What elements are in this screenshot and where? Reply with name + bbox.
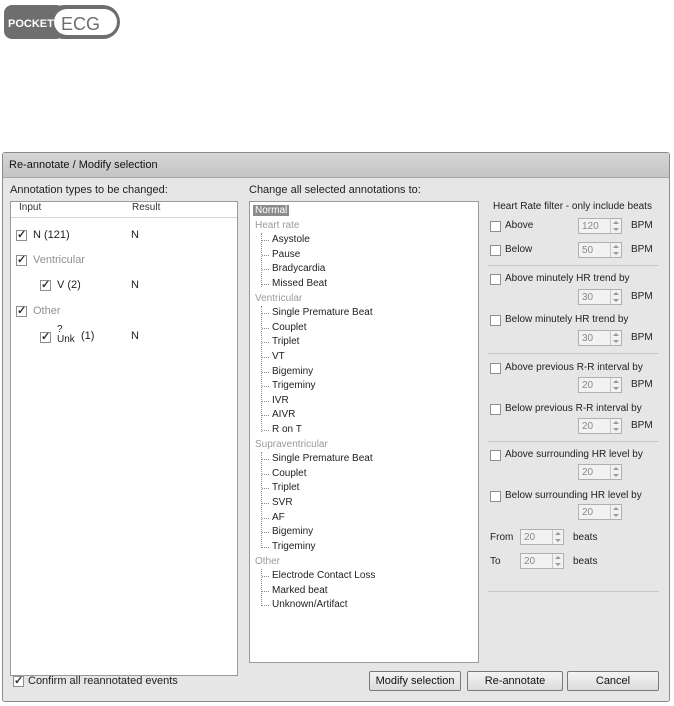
spinner-arrows-icon[interactable] — [610, 331, 621, 345]
tree-item-v-couplet[interactable]: Couplet — [272, 322, 307, 333]
row-n-label: N (121) — [33, 229, 70, 241]
spinner-arrows-icon[interactable] — [552, 530, 563, 544]
tree-item-v-triplet[interactable]: Triplet — [272, 336, 300, 347]
above-spinner[interactable] — [578, 218, 622, 234]
row-unk-result: N — [131, 330, 139, 342]
row-unk-count: (1) — [81, 330, 95, 342]
tree-category-ventricular[interactable]: Ventricular — [255, 293, 303, 304]
tree-branch — [262, 474, 269, 475]
tree-branch — [262, 503, 269, 504]
row-ventricular-label: Ventricular — [33, 254, 85, 266]
tree-branch — [262, 518, 269, 519]
above-label: Above — [505, 220, 534, 231]
cancel-button[interactable]: Cancel — [567, 671, 659, 691]
trend-above-value: 30 — [582, 292, 594, 303]
spinner-arrows-icon[interactable] — [610, 505, 621, 519]
tree-item-v-trigeminy[interactable]: Trigeminy — [272, 380, 316, 391]
tree-branch — [262, 255, 269, 256]
col-header-input: Input — [19, 202, 42, 213]
pocket-ecg-logo — [3, 3, 121, 41]
above-unit: BPM — [631, 220, 653, 231]
surr-below-label: Below surrounding HR level by — [505, 490, 642, 501]
row-unk-label-bottom: Unk — [57, 334, 75, 345]
tree-item-sv-bigeminy[interactable]: Bigeminy — [272, 526, 314, 537]
tree-item-sv-trigeminy[interactable]: Trigeminy — [272, 541, 316, 552]
tree-connector — [261, 306, 262, 432]
rr-above-unit: BPM — [631, 379, 653, 390]
tree-branch — [262, 591, 269, 592]
confirm-label: Confirm all reannotated events — [28, 675, 178, 687]
tree-branch — [262, 342, 269, 343]
tree-category-heart-rate[interactable]: Heart rate — [255, 220, 300, 231]
row-other-label: Other — [33, 305, 61, 317]
tree-item-v-bigeminy[interactable]: Bigeminy — [272, 366, 314, 377]
row-v-label: V (2) — [57, 279, 81, 291]
tree-branch — [262, 284, 269, 285]
trend-above-spinner[interactable] — [578, 289, 622, 305]
tree-branch — [262, 372, 269, 373]
tree-item-svr[interactable]: SVR — [272, 497, 293, 508]
tree-item-normal[interactable]: Normal — [255, 205, 288, 216]
header-divider — [11, 217, 237, 218]
spinner-arrows-icon[interactable] — [552, 554, 563, 568]
title-bar — [3, 153, 669, 178]
divider — [488, 591, 659, 592]
window-title: Re-annotate / Modify selection — [9, 159, 158, 171]
reannotate-dialog — [2, 152, 670, 702]
to-spinner[interactable] — [520, 553, 564, 569]
tree-branch — [262, 430, 269, 431]
rr-above-label: Above previous R-R interval by — [505, 362, 643, 373]
surr-above-spinner[interactable] — [578, 464, 622, 480]
below-spinner[interactable] — [578, 242, 622, 258]
above-checkbox[interactable] — [490, 221, 501, 232]
row-n-checkbox[interactable] — [16, 230, 27, 241]
tree-item-missed-beat[interactable]: Missed Beat — [272, 278, 328, 289]
tree-item-af[interactable]: AF — [272, 512, 285, 523]
tree-connector — [261, 569, 262, 606]
from-unit: beats — [573, 532, 598, 543]
trend-below-spinner[interactable] — [578, 330, 622, 346]
tree-connector — [261, 452, 262, 548]
row-other-checkbox[interactable] — [16, 306, 27, 317]
row-n-result: N — [131, 229, 139, 241]
surr-below-checkbox[interactable] — [490, 491, 501, 502]
from-spinner[interactable] — [520, 529, 564, 545]
tree-branch — [262, 401, 269, 402]
spinner-arrows-icon[interactable] — [610, 219, 621, 233]
tree-branch — [262, 576, 269, 577]
spinner-arrows-icon[interactable] — [610, 419, 621, 433]
spinner-arrows-icon[interactable] — [610, 290, 621, 304]
trend-below-checkbox[interactable] — [490, 315, 501, 326]
tree-branch — [262, 605, 269, 606]
tree-item-vt[interactable]: VT — [272, 351, 285, 362]
tree-item-bradycardia[interactable]: Bradycardia — [272, 263, 326, 274]
surr-above-label: Above surrounding HR level by — [505, 449, 643, 460]
rr-below-unit: BPM — [631, 420, 653, 431]
spinner-arrows-icon[interactable] — [610, 378, 621, 392]
tree-item-sv-single-premature-beat[interactable]: Single Premature Beat — [272, 453, 373, 464]
tree-branch — [262, 547, 269, 548]
below-value: 50 — [582, 245, 594, 256]
below-label: Below — [505, 244, 533, 255]
divider — [488, 265, 659, 266]
tree-item-sv-triplet[interactable]: Triplet — [272, 482, 300, 493]
tree-connector — [261, 233, 262, 287]
surr-below-spinner[interactable] — [578, 504, 622, 520]
below-unit: BPM — [631, 244, 653, 255]
surr-above-value: 20 — [582, 467, 594, 478]
tree-item-ivr[interactable]: IVR — [272, 395, 289, 406]
from-label: From — [490, 532, 514, 543]
tree-item-sv-couplet[interactable]: Couplet — [272, 468, 307, 479]
tree-item-aivr[interactable]: AIVR — [272, 409, 296, 420]
above-value: 120 — [582, 221, 599, 232]
tree-branch — [262, 415, 269, 416]
left-panel-heading: Annotation types to be changed: — [10, 184, 168, 196]
row-unk-checkbox[interactable] — [40, 332, 51, 343]
tree-item-v-single-premature-beat[interactable]: Single Premature Beat — [272, 307, 373, 318]
tree-branch — [262, 328, 269, 329]
tree-branch — [262, 459, 269, 460]
to-label: To — [490, 556, 501, 567]
trend-above-unit: BPM — [631, 291, 653, 302]
trend-below-value: 30 — [582, 333, 594, 344]
tree-branch — [262, 488, 269, 489]
tree-category-supraventricular[interactable]: Supraventricular — [255, 439, 328, 450]
annotation-types-list[interactable] — [10, 201, 238, 676]
rr-above-spinner[interactable] — [578, 377, 622, 393]
tree-branch — [262, 357, 269, 358]
trend-above-checkbox[interactable] — [490, 274, 501, 285]
row-v-result: N — [131, 279, 139, 291]
from-value: 20 — [524, 532, 536, 543]
reannotate-button[interactable]: Re-annotate — [467, 671, 563, 691]
logo-text-pocket: POCKET — [8, 18, 54, 30]
surr-below-value: 20 — [582, 507, 594, 518]
rr-above-value: 20 — [582, 380, 594, 391]
tree-branch — [262, 269, 269, 270]
trend-below-label: Below minutely HR trend by — [505, 314, 629, 325]
trend-above-label: Above minutely HR trend by — [505, 273, 630, 284]
logo-text-ecg: ECG — [61, 14, 101, 34]
tree-category-other[interactable]: Other — [255, 556, 281, 567]
divider — [488, 441, 659, 442]
tree-branch — [262, 313, 269, 314]
tree-branch — [262, 532, 269, 533]
tree-branch — [262, 240, 269, 241]
trend-below-unit: BPM — [631, 332, 653, 343]
surr-above-checkbox[interactable] — [490, 450, 501, 461]
tree-item-unknown-artifact[interactable]: Unknown/Artifact — [272, 599, 348, 610]
filter-heading: Heart Rate filter - only include beats — [493, 201, 652, 212]
row-ventricular-checkbox[interactable] — [16, 255, 27, 266]
rr-below-label: Below previous R-R interval by — [505, 403, 642, 414]
tree-item-asystole[interactable]: Asystole — [272, 234, 310, 245]
row-v-checkbox[interactable] — [40, 280, 51, 291]
rr-below-value: 20 — [582, 421, 594, 432]
tree-panel-heading: Change all selected annotations to: — [249, 184, 421, 196]
spinner-arrows-icon[interactable] — [610, 465, 621, 479]
tree-branch — [262, 386, 269, 387]
to-value: 20 — [524, 556, 536, 567]
to-unit: beats — [573, 556, 598, 567]
tree-item-r-on-t[interactable]: R on T — [272, 424, 302, 435]
tree-item-electrode-contact-loss[interactable]: Electrode Contact Loss — [272, 570, 376, 581]
rr-below-checkbox[interactable] — [490, 404, 501, 415]
tree-item-marked-beat[interactable]: Marked beat — [272, 585, 328, 596]
spinner-arrows-icon[interactable] — [610, 243, 621, 257]
divider — [488, 353, 659, 354]
rr-below-spinner[interactable] — [578, 418, 622, 434]
rr-above-checkbox[interactable] — [490, 363, 501, 374]
modify-selection-button[interactable]: Modify selection — [369, 671, 461, 691]
col-header-result: Result — [132, 202, 161, 213]
tree-item-pause[interactable]: Pause — [272, 249, 301, 260]
below-checkbox[interactable] — [490, 245, 501, 256]
annotation-tree[interactable] — [249, 201, 479, 663]
row-unk-label-top: ? — [57, 324, 63, 335]
confirm-checkbox[interactable] — [13, 676, 24, 687]
